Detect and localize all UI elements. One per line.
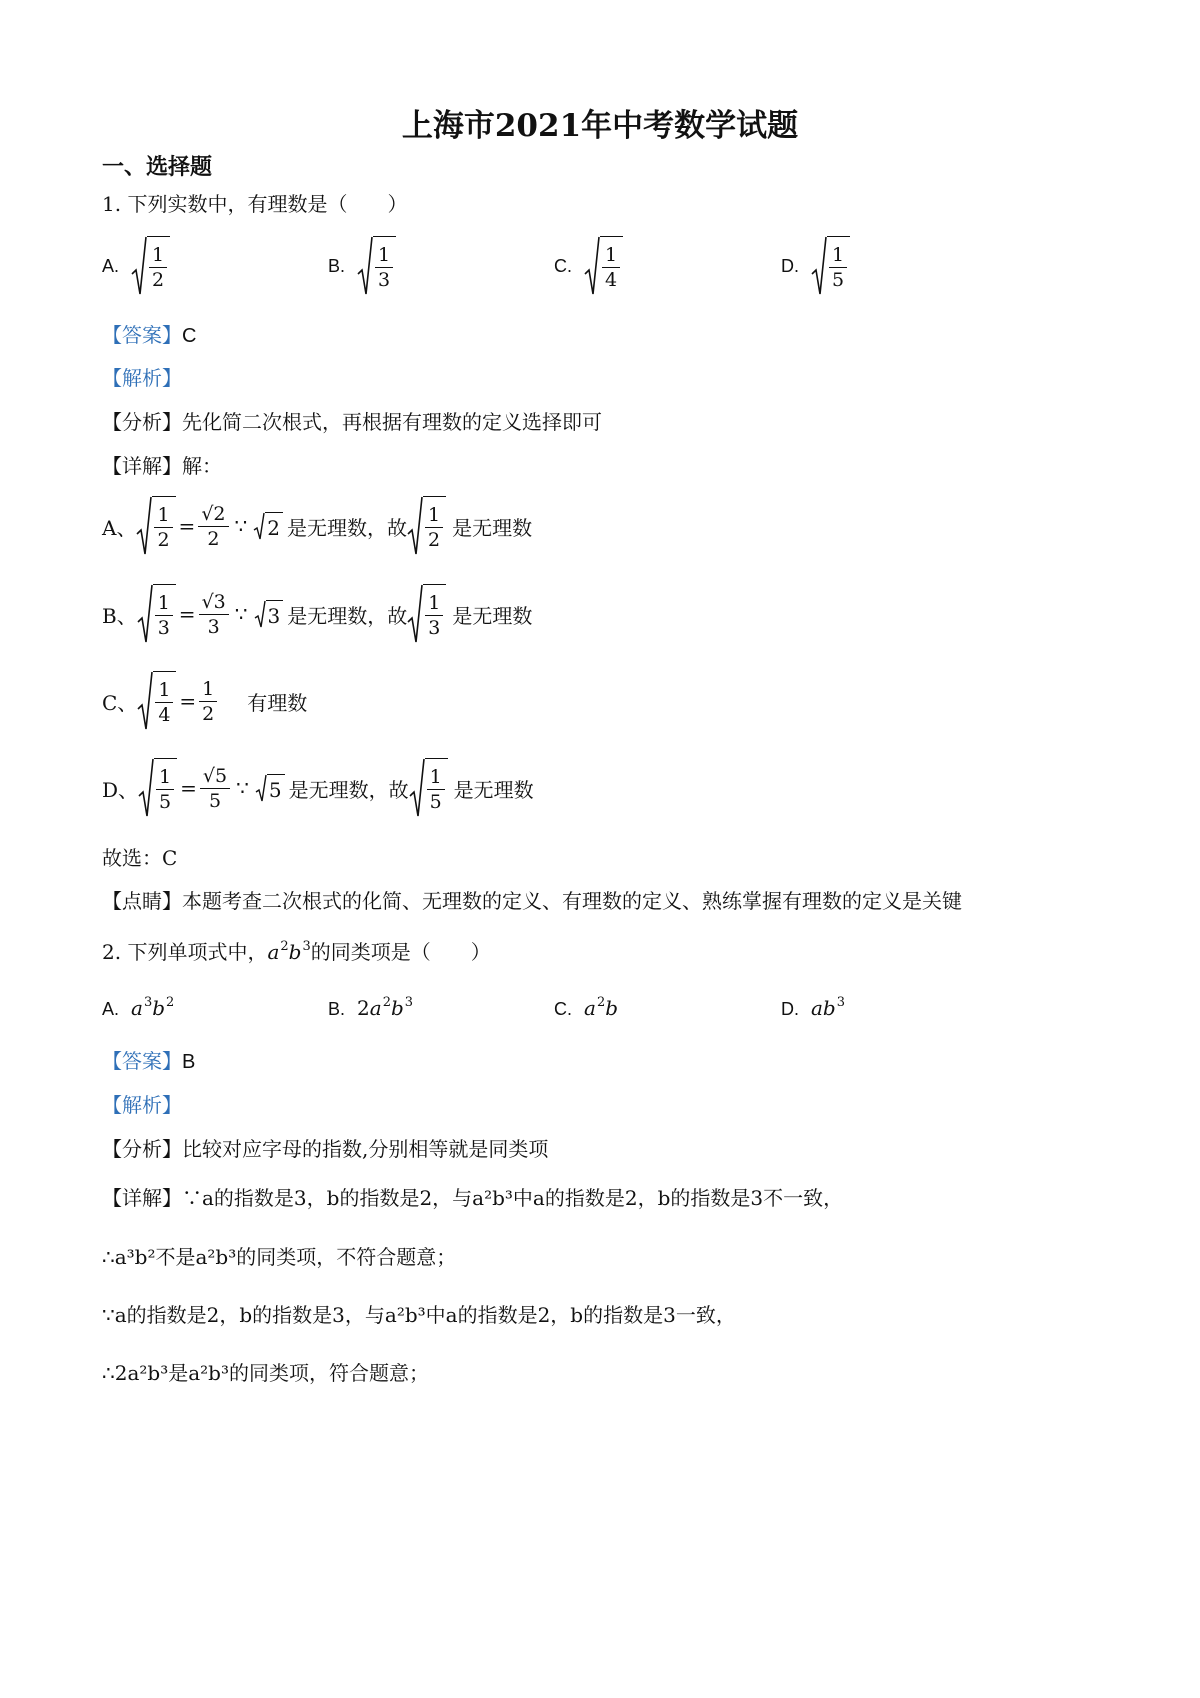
q2-detail-line-1: 【详解】∵a的指数是3，b的指数是2，与a²b³中a的指数是2，b的指数是3不一致， [102, 1186, 844, 1210]
fraction: $\frac{1}{4}$ [602, 244, 620, 291]
q2-detail-line-3: ∵a的指数是2，b的指数是3，与a²b³中a的指数是2，b的指数是3一致， [102, 1303, 736, 1327]
q2-option-a[interactable]: A. $a^3b^2$ [102, 995, 175, 1020]
sqrt-symbol: 3 [254, 600, 284, 628]
sqrt-symbol [584, 236, 623, 296]
sqrt-symbol: $\frac{1}{4}$ [137, 671, 176, 731]
sqrt-symbol [131, 236, 170, 296]
q2-option-c[interactable]: C. $a^2b$ [554, 995, 619, 1020]
sqrt-symbol [811, 236, 850, 296]
option-label: C. [554, 255, 572, 276]
q1-option-c[interactable] [554, 236, 623, 296]
section-heading: 一、选择题 [102, 154, 213, 180]
q1-option-b[interactable] [328, 236, 396, 296]
sqrt-symbol: 5 [255, 774, 285, 802]
q1-option-a[interactable] [102, 236, 170, 296]
q2-jiexi-tag: 【解析】 [102, 1093, 182, 1117]
q1-step-d: D、 $\frac{1}{5}$ = $\frac{√5}{5}$ ∵ 5 是无理数，故 $\frac{1}{5}$ 是无理数 [102, 758, 534, 818]
sqrt-symbol: $\frac{1}{2}$ [407, 496, 446, 556]
q2-stem: 2. 下列单项式中，$a^2b^3$的同类项是（ ） [102, 939, 491, 964]
q1-analysis: 【分析】先化简二次根式，再根据有理数的定义选择即可 [102, 410, 602, 434]
option-label: A. [102, 255, 120, 276]
q1-stem: 1. 下列实数中，有理数是（ ） [102, 192, 408, 216]
q1-detail-heading: 【详解】解： [102, 454, 222, 478]
q1-answer: 【答案】C [102, 323, 197, 347]
fraction: $\frac{1}{5}$ [829, 244, 847, 291]
fraction: $\frac{1}{2}$ [149, 244, 167, 291]
q2-answer: 【答案】B [102, 1049, 196, 1073]
page-title: 上海市2021年中考数学试题 [401, 108, 799, 144]
sqrt-symbol: 2 [253, 512, 283, 540]
q2-option-d[interactable]: D. $ab^3$ [781, 995, 846, 1020]
fraction: $\frac{√5}{5}$ [200, 765, 230, 812]
q1-option-d[interactable] [781, 236, 850, 296]
fraction: $\frac{1}{3}$ [375, 244, 393, 291]
q1-step-c: C、 $\frac{1}{4}$ = $\frac{1}{2}$ 有理数 [102, 671, 307, 731]
q2-detail-line-2: ∴a³b²不是a²b³的同类项，不符合题意； [102, 1245, 457, 1269]
fraction: $\frac{√2}{2}$ [198, 503, 228, 550]
q1-jiexi-tag: 【解析】 [102, 366, 182, 390]
sqrt-symbol: $\frac{1}{3}$ [407, 584, 446, 644]
q1-step-b: B、 $\frac{1}{3}$ = $\frac{√3}{3}$ ∵ 3 是无理数，故 $\frac{1}{3}$ 是无理数 [102, 584, 532, 644]
fraction: $\frac{√3}{3}$ [199, 591, 229, 638]
sqrt-symbol: $\frac{1}{5}$ [409, 758, 448, 818]
q2-option-b[interactable]: B. $2a^2b^3$ [328, 995, 414, 1020]
sqrt-symbol [357, 236, 396, 296]
q1-remark: 【点睛】本题考查二次根式的化简、无理数的定义、有理数的定义、熟练掌握有理数的定义是关键 [102, 889, 962, 913]
sqrt-symbol: $\frac{1}{2}$ [136, 496, 175, 556]
option-label: D. [781, 255, 799, 276]
q1-step-a: A、 $\frac{1}{2}$ = $\frac{√2}{2}$ ∵ 2 是无理数，故 $\frac{1}{2}$ 是无理数 [102, 496, 532, 556]
sqrt-symbol: $\frac{1}{3}$ [137, 584, 176, 644]
sqrt-symbol: $\frac{1}{5}$ [138, 758, 177, 818]
q1-conclusion: 故选：C [102, 846, 178, 870]
q2-detail-line-4: ∴2a²b³是a²b³的同类项，符合题意； [102, 1361, 429, 1385]
option-label: B. [328, 255, 346, 276]
fraction: $\frac{1}{2}$ [199, 678, 217, 725]
q2-analysis: 【分析】比较对应字母的指数,分别相等就是同类项 [102, 1137, 549, 1161]
